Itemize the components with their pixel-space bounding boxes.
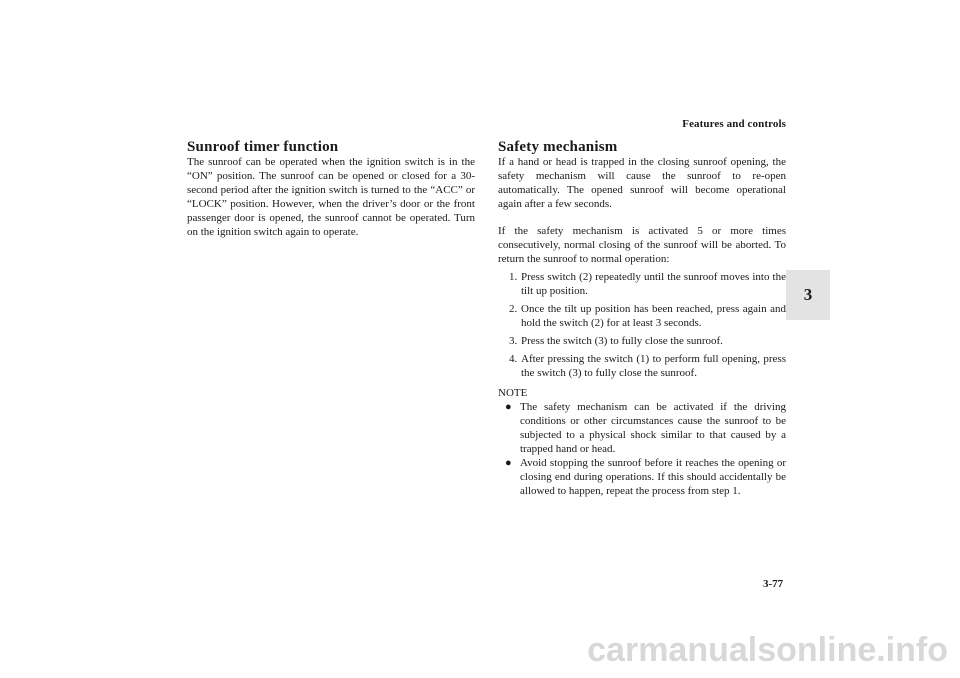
step-number: 4. — [509, 353, 518, 365]
step-text: Press the switch (3) to fully close the sunroof. — [521, 335, 723, 347]
step-number: 1. — [509, 271, 518, 283]
safety-mechanism-heading: Safety mechanism — [498, 139, 618, 155]
note-list — [498, 400, 786, 498]
sunroof-timer-heading: Sunroof timer function — [187, 139, 339, 155]
chapter-tab — [786, 270, 830, 320]
safety-mechanism-para-1: If a hand or head is trapped in the closing sunroof opening, the safety mechanism will cause the sunroof to re-open automatically. The opened sunroof will become operational again after a few seconds. — [498, 156, 786, 210]
note-label: NOTE — [498, 387, 528, 399]
bullet-icon: ● — [505, 457, 512, 469]
safety-mechanism-para-2: If the safety mechanism is activated 5 or more times consecutively, normal closing of the sunroof will be aborted. To return the sunroof to normal operation: — [498, 225, 786, 265]
bullet-icon: ● — [505, 401, 512, 413]
left-column — [187, 139, 475, 239]
chapter-number: 3 — [803, 285, 813, 304]
note-text: The safety mechanism can be activated if the driving conditions or other circumstances cause the sunroof to be subjected to a physical shock similar to that caused by a trapped hand or head. — [520, 401, 786, 455]
step-item — [498, 302, 786, 330]
step-item — [498, 352, 786, 380]
step-text: Once the tilt up position has been reached, press again and hold the switch (2) for at least 3 seconds. — [521, 303, 786, 329]
step-text: After pressing the switch (1) to perform full opening, press the switch (3) to fully close the sunroof. — [521, 353, 786, 379]
step-item — [498, 334, 786, 348]
note-item — [498, 400, 786, 456]
step-number: 3. — [509, 335, 518, 347]
note-item — [498, 456, 786, 498]
right-column — [498, 139, 786, 498]
step-text: Press switch (2) repeatedly until the sunroof moves into the tilt up position. — [521, 271, 786, 297]
procedure-steps — [498, 270, 786, 380]
section-header: Features and controls — [682, 118, 786, 130]
step-item — [498, 270, 786, 298]
note-text: Avoid stopping the sunroof before it reaches the opening or closing end during operations. If this should accidentally be allowed to happen, repeat the process from step 1. — [520, 457, 786, 497]
page-number: 3-77 — [763, 578, 784, 590]
step-number: 2. — [509, 303, 518, 315]
sunroof-timer-body: The sunroof can be operated when the ignition switch is in the “ON” position. The sunroof can be opened or closed for a 30-second period after the ignition switch is turned to the “ACC” or “LOCK” position. However, when the driver’s door or the front passenger door is opened, the sunroof cannot be operated. Turn on the ignition switch again to operate. — [187, 156, 475, 238]
watermark: carmanualsonline.info — [587, 631, 948, 669]
